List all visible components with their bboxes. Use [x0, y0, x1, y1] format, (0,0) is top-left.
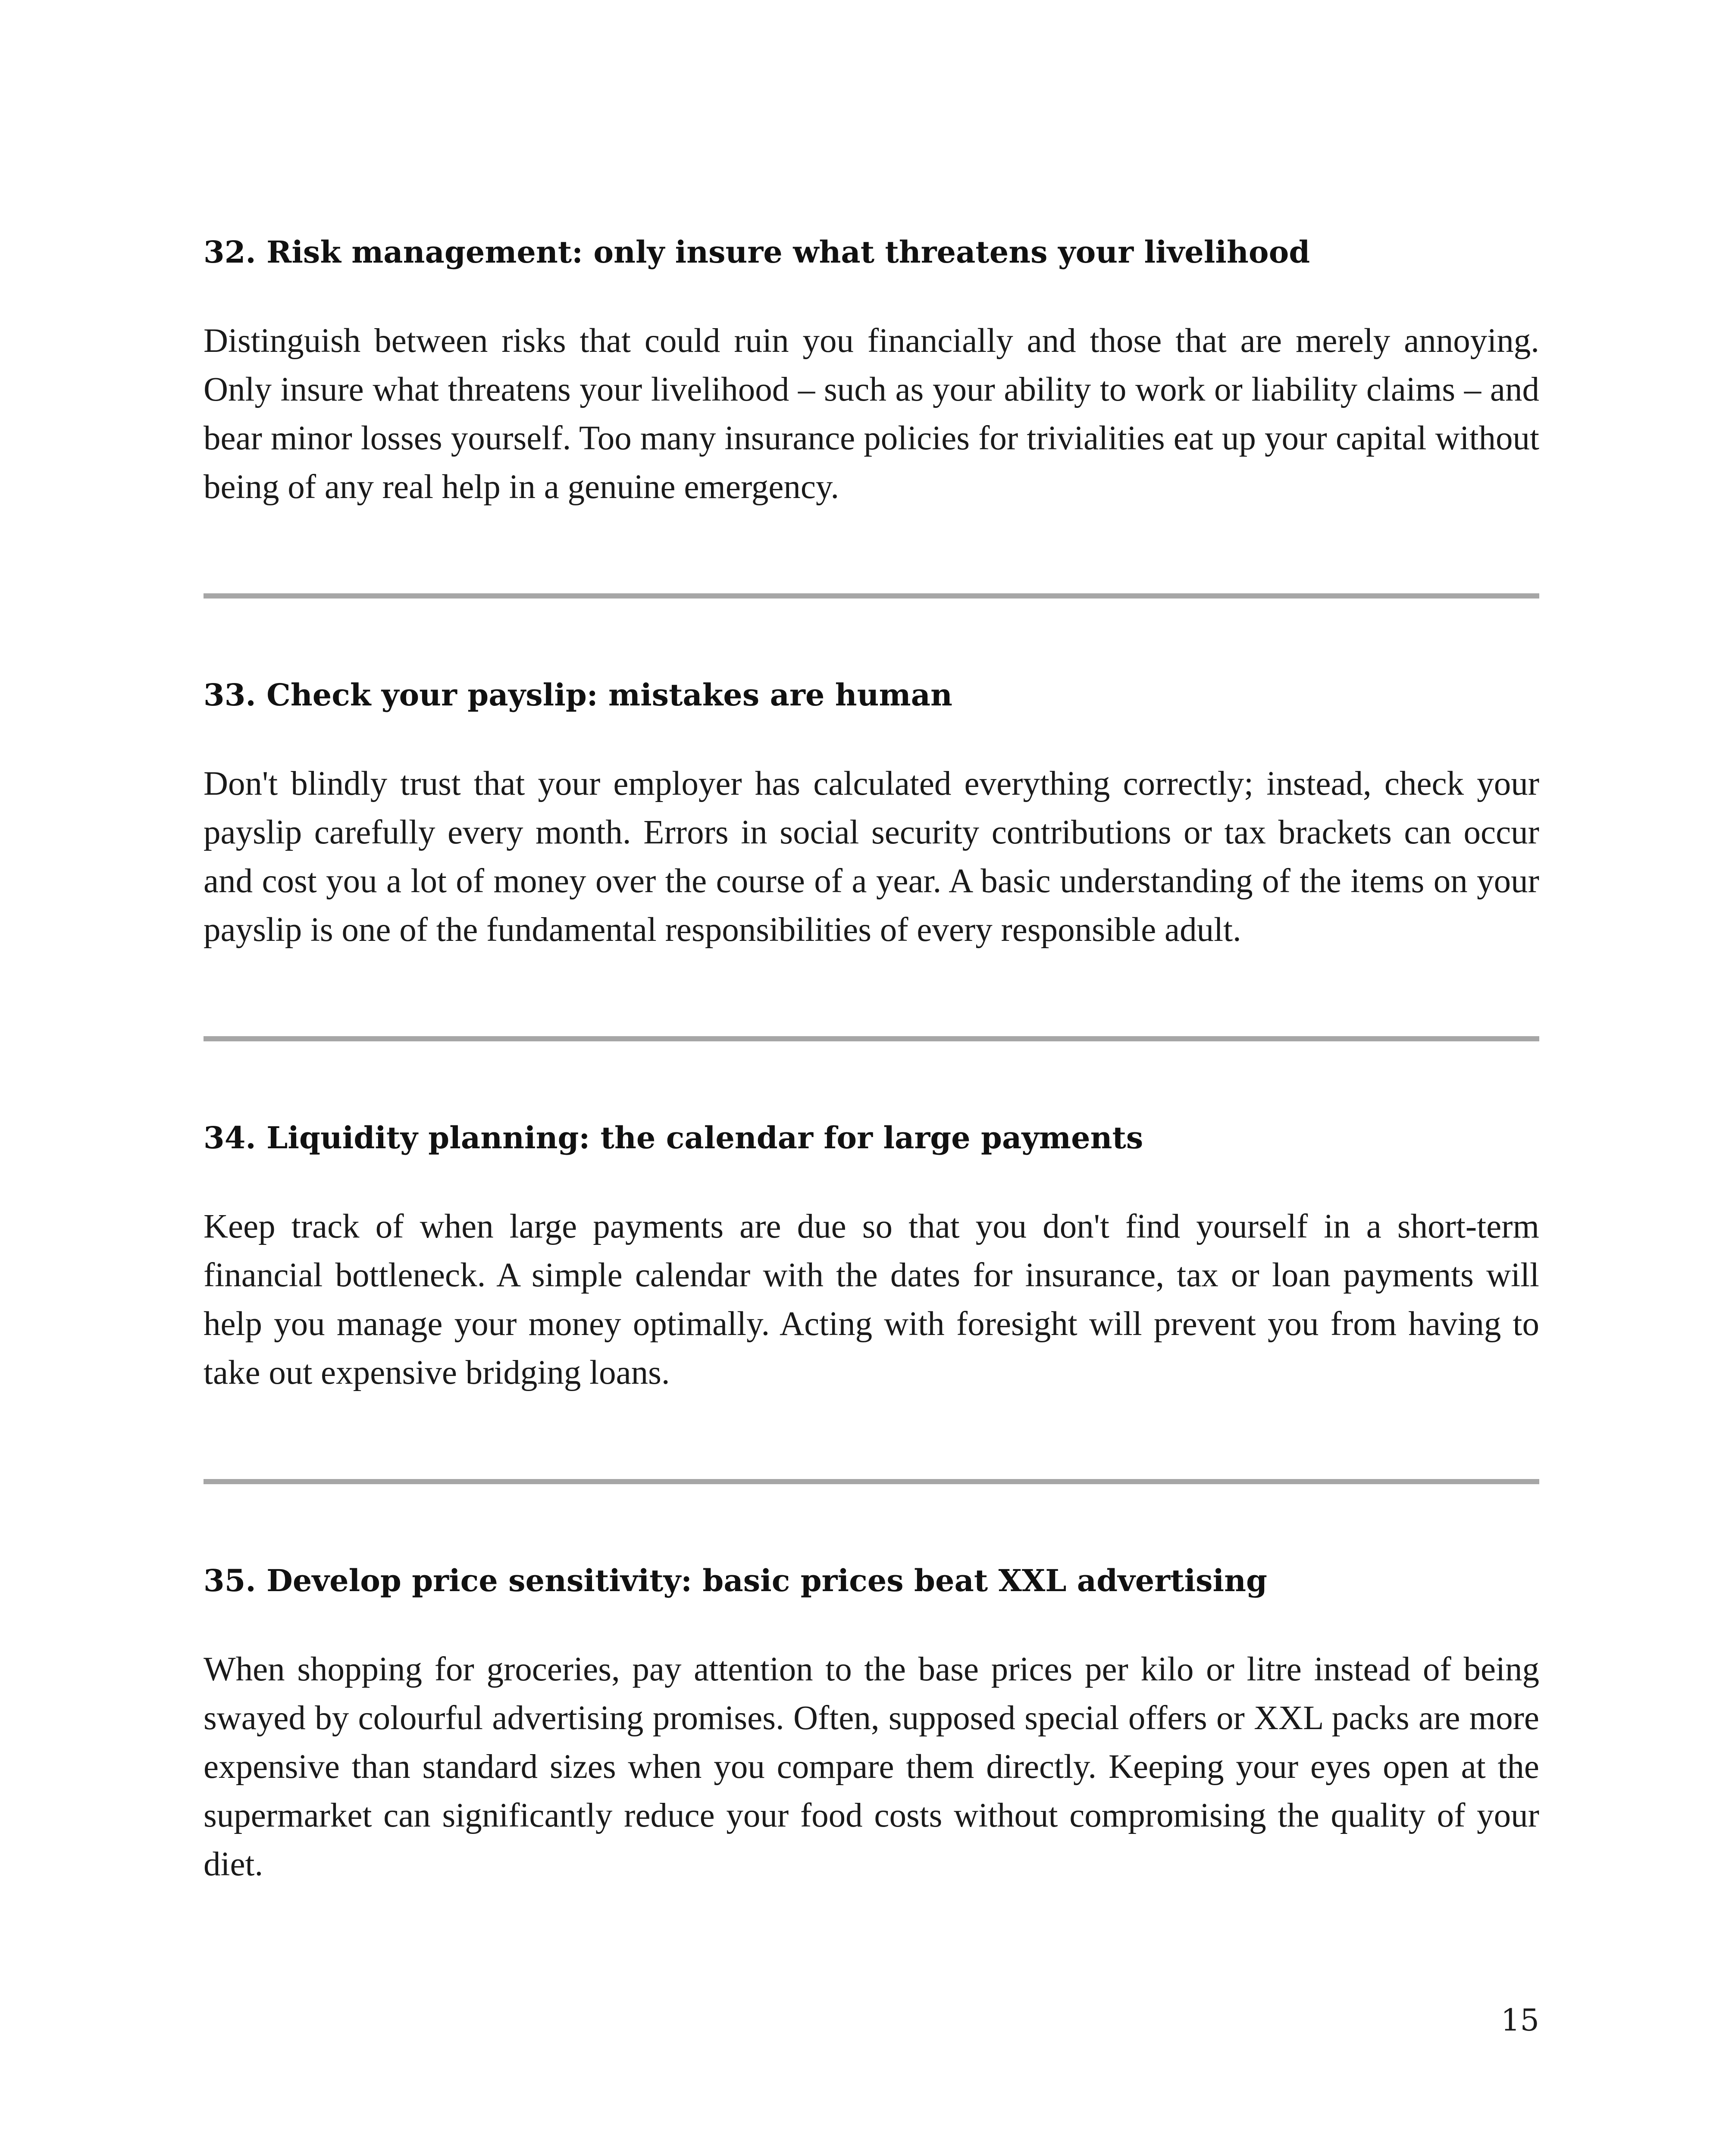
section-divider	[204, 593, 1539, 599]
section-divider	[204, 1479, 1539, 1484]
section-body: Distinguish between risks that could ruin you financially and those that are merely annoying. Only insure what threatens your livelihood – such as your ability to work or liability claims – and bear minor losses yourself. Too many insurance policies for trivialities eat up your capital without being of any real help in a genuine emergency.	[204, 322, 1539, 506]
section-35	[204, 1559, 1539, 1889]
section-body: Don't blindly trust that your employer has calculated everything correctly; instead, check your payslip carefully every month. Errors in social security contributions or tax brackets can occur and cost you a lot of money over the course of a year. A basic understanding of the items on your payslip is one of the fundamental responsibilities of every responsible adult.	[204, 765, 1539, 949]
section-body: Keep track of when large payments are due so that you don't find yourself in a short-term financial bottleneck. A simple calendar with the dates for insurance, tax or loan payments will help you manage your money optimally. Acting with foresight will prevent you from having to take out expensive bridging loans.	[204, 1208, 1539, 1391]
section-title: 33. Check your payslip: mistakes are human	[204, 677, 952, 713]
section-divider	[204, 1036, 1539, 1041]
section-body: When shopping for groceries, pay attention to the base prices per kilo or litre instead of being swayed by colourful advertising promises. Often, supposed special offers or XXL packs are more expensive than standard sizes when you compare them directly. Keeping your eyes open at the supermarket can significantly reduce your food costs without compromising the quality of your diet.	[204, 1651, 1539, 1883]
section-33	[204, 674, 1539, 954]
page-content	[204, 231, 1539, 1889]
page-number: 15	[1500, 2002, 1539, 2038]
section-title: 32. Risk management: only insure what threatens your livelihood	[204, 234, 1310, 270]
section-title: 35. Develop price sensitivity: basic prices beat XXL advertising	[204, 1563, 1267, 1598]
section-title: 34. Liquidity planning: the calendar for large payments	[204, 1120, 1143, 1156]
section-34	[204, 1116, 1539, 1397]
section-32	[204, 231, 1539, 511]
